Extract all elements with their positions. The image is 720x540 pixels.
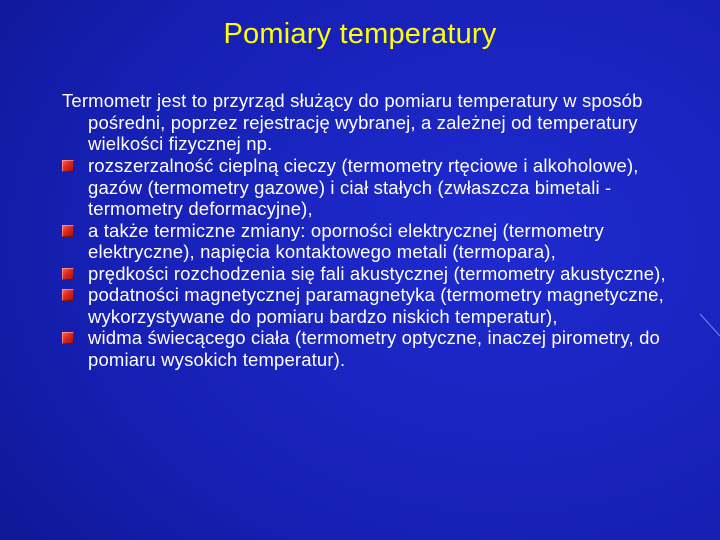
list-item <box>62 284 682 327</box>
red-square-bullet-icon <box>62 332 74 344</box>
red-square-bullet-icon <box>62 289 74 301</box>
red-square-bullet-icon <box>62 225 74 237</box>
list-item <box>62 220 682 263</box>
bullet-text: widma świecącego ciała (termometry optyczne, inaczej pirometry, do pomiaru wysokich temperatur). <box>88 327 660 370</box>
list-item <box>62 327 682 370</box>
bullet-text: prędkości rozchodzenia się fali akustycznej (termometry akustyczne), <box>88 262 666 284</box>
bullet-list <box>62 155 682 370</box>
intro-text: Termometr jest to przyrząd służący do pomiaru temperatury w sposób pośredni, poprzez rejestrację wybranej, a zależnej od temperatury wielkości fizycznej np. <box>62 90 643 154</box>
list-item <box>62 155 682 220</box>
decorative-line <box>698 312 720 340</box>
red-square-bullet-icon <box>62 160 74 172</box>
slide-title: Pomiary temperatury <box>223 18 497 50</box>
bullet-text: a także termiczne zmiany: oporności elektrycznej (termometry elektryczne), napięcia kontaktowego metali (termopara), <box>88 219 604 262</box>
bullet-text: podatności magnetycznej paramagnetyka (termometry magnetyczne, wykorzystywane do pomiaru bardzo niskich temperatur), <box>88 284 664 327</box>
list-item <box>62 263 682 285</box>
red-square-bullet-icon <box>62 268 74 280</box>
bullet-text: rozszerzalność cieplną cieczy (termometry rtęciowe i alkoholowe), gazów (termometry gazowe) i ciał stałych (zwłaszcza bimetali - termometry deformacyjne), <box>88 155 639 219</box>
